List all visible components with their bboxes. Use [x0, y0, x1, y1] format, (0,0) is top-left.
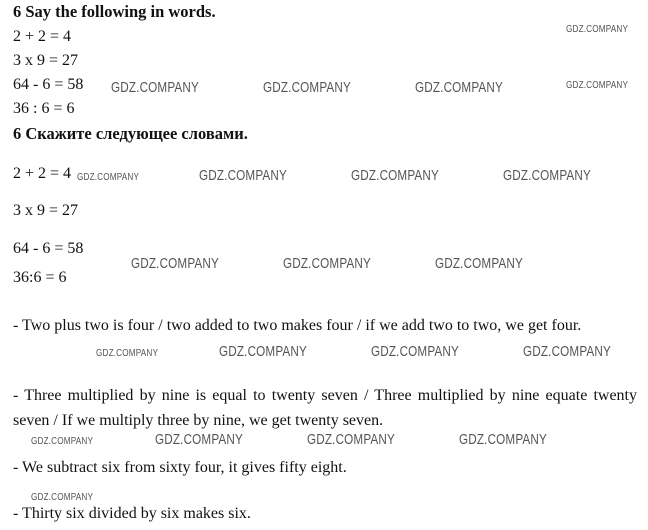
- watermark: GDZ.COMPANY: [566, 79, 629, 91]
- translation-equation-2: 3 x 9 = 27: [13, 202, 79, 219]
- watermark: GDZ.COMPANY: [307, 431, 395, 448]
- translation-equation-3: 64 - 6 = 58: [13, 240, 84, 257]
- task-equation-4: 36 : 6 = 6: [13, 100, 75, 117]
- watermark: GDZ.COMPANY: [155, 431, 243, 448]
- watermark: GDZ.COMPANY: [263, 79, 351, 96]
- watermark: GDZ.COMPANY: [131, 255, 219, 272]
- translation-equation-4: 36:6 = 6: [13, 269, 67, 286]
- task-equation-2: 3 x 9 = 27: [13, 52, 79, 69]
- watermark: GDZ.COMPANY: [219, 343, 307, 360]
- watermark: GDZ.COMPANY: [459, 431, 547, 448]
- watermark: GDZ.COMPANY: [96, 347, 159, 359]
- answer-2: - Three multiplied by nine is equal to twenty seven / Three multiplied by nine equate twenty seven / If we multiply three by nine, we get twenty seven.: [13, 387, 637, 429]
- translation-title: 6 Скажите следующее словами.: [13, 124, 248, 143]
- answer-1: - Two plus two is four / two added to two makes four / if we add two to two, we get four.: [13, 317, 582, 334]
- watermark: GDZ.COMPANY: [371, 343, 459, 360]
- watermark: GDZ.COMPANY: [77, 171, 140, 183]
- watermark: GDZ.COMPANY: [283, 255, 371, 272]
- watermark: GDZ.COMPANY: [31, 435, 94, 447]
- answer-3: - We subtract six from sixty four, it gives fifty eight.: [13, 459, 347, 476]
- watermark: GDZ.COMPANY: [523, 343, 611, 360]
- watermark: GDZ.COMPANY: [31, 491, 94, 503]
- watermark: GDZ.COMPANY: [566, 23, 629, 35]
- watermark: GDZ.COMPANY: [351, 167, 439, 184]
- watermark: GDZ.COMPANY: [503, 167, 591, 184]
- task-title: 6 Say the following in words.: [13, 2, 216, 21]
- answer-4: - Thirty six divided by six makes six.: [13, 505, 251, 522]
- watermark: GDZ.COMPANY: [111, 79, 199, 96]
- watermark: GDZ.COMPANY: [199, 167, 287, 184]
- watermark: GDZ.COMPANY: [415, 79, 503, 96]
- task-equation-3: 64 - 6 = 58: [13, 76, 84, 93]
- translation-equation-1: 2 + 2 = 4: [13, 165, 72, 182]
- task-equation-1: 2 + 2 = 4: [13, 28, 72, 45]
- watermark: GDZ.COMPANY: [435, 255, 523, 272]
